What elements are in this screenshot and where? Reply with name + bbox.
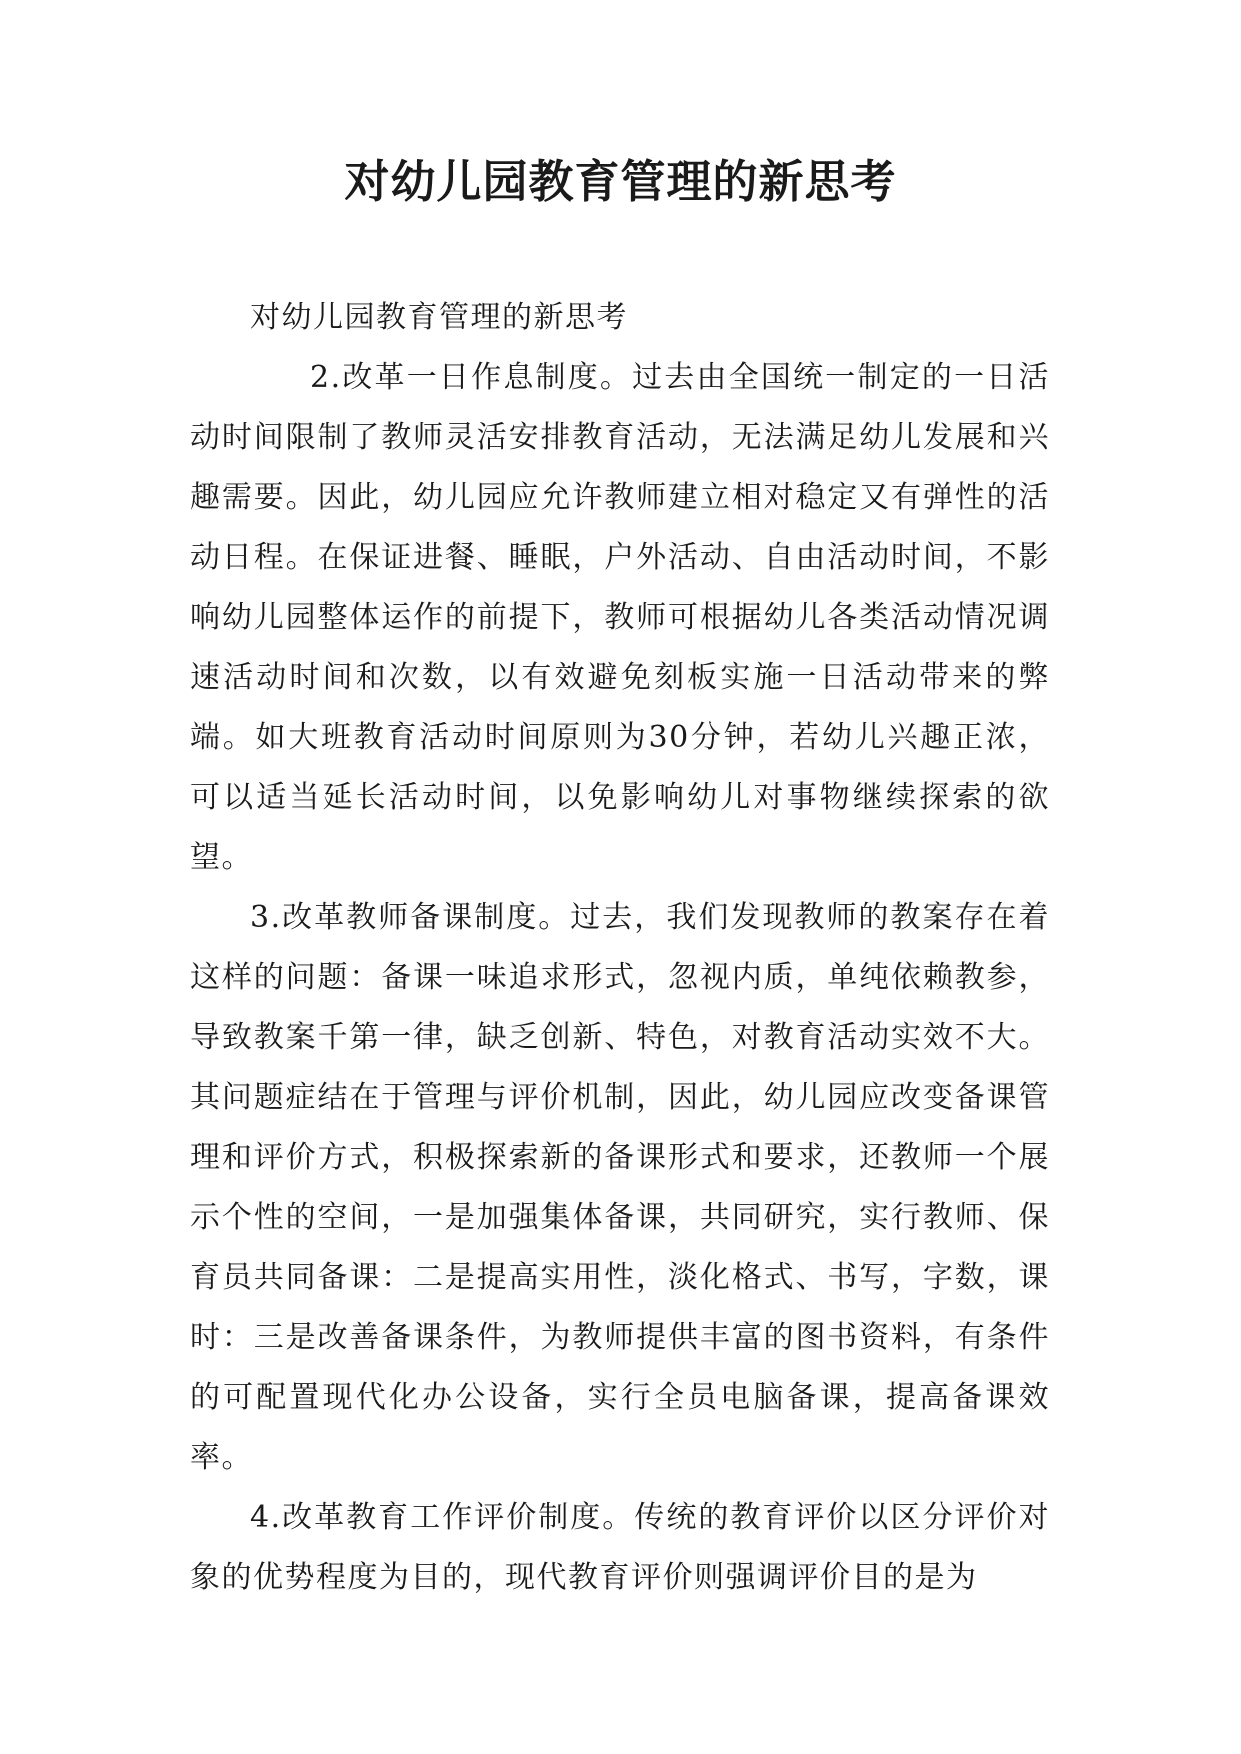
paragraph-schedule-reform: 2.改革一日作息制度。过去由全国统一制定的一日活动时间限制了教师灵活安排教育活动，无法满足幼儿发展和兴趣需要。因此，幼儿园应允许教师建立相对稳定又有弹性的活动日程。在保证进餐、睡眠，户外活动、自由活动时间，不影响幼儿园整体运作的前提下，教师可根据幼儿各类活动情况调速活动时间和次数，以有效避免刻板实施一日活动带来的弊端。如大班教育活动时间原则为30分钟，若幼儿兴趣正浓，可以适当延长活动时间，以免影响幼儿对事物继续探索的欲望。 xyxy=(190,360,1050,875)
document-title: 对幼儿园教育管理的新思考 xyxy=(344,155,897,208)
paragraph-lesson-prep-reform: 3.改革教师备课制度。过去，我们发现教师的教案存在着这样的问题：备课一味追求形式，忽视内质，单纯依赖教参，导致教案千第一律，缺乏创新、特色，对教育活动实效不大。其问题症结在于管理与评价机制，因此，幼儿园应改变备课管理和评价方式，积极探索新的备课形式和要求，还教师一个展示个性的空间，一是加强集体备课，共同研究，实行教师、保育员共同备课：二是提高实用性，淡化格式、书写，字数，课时：三是改善备课条件，为教师提供丰富的图书资料，有条件的可配置现代化办公设备，实行全员电脑备课，提高备课效率。 xyxy=(190,900,1050,1475)
paragraph-evaluation-reform: 4.改革教育工作评价制度。传统的教育评价以区分评价对象的优势程度为目的，现代教育评价则强调评价目的是为 xyxy=(190,1500,1050,1595)
document-subtitle: 对幼儿园教育管理的新思考 xyxy=(250,300,628,335)
document-body xyxy=(190,288,1050,1608)
